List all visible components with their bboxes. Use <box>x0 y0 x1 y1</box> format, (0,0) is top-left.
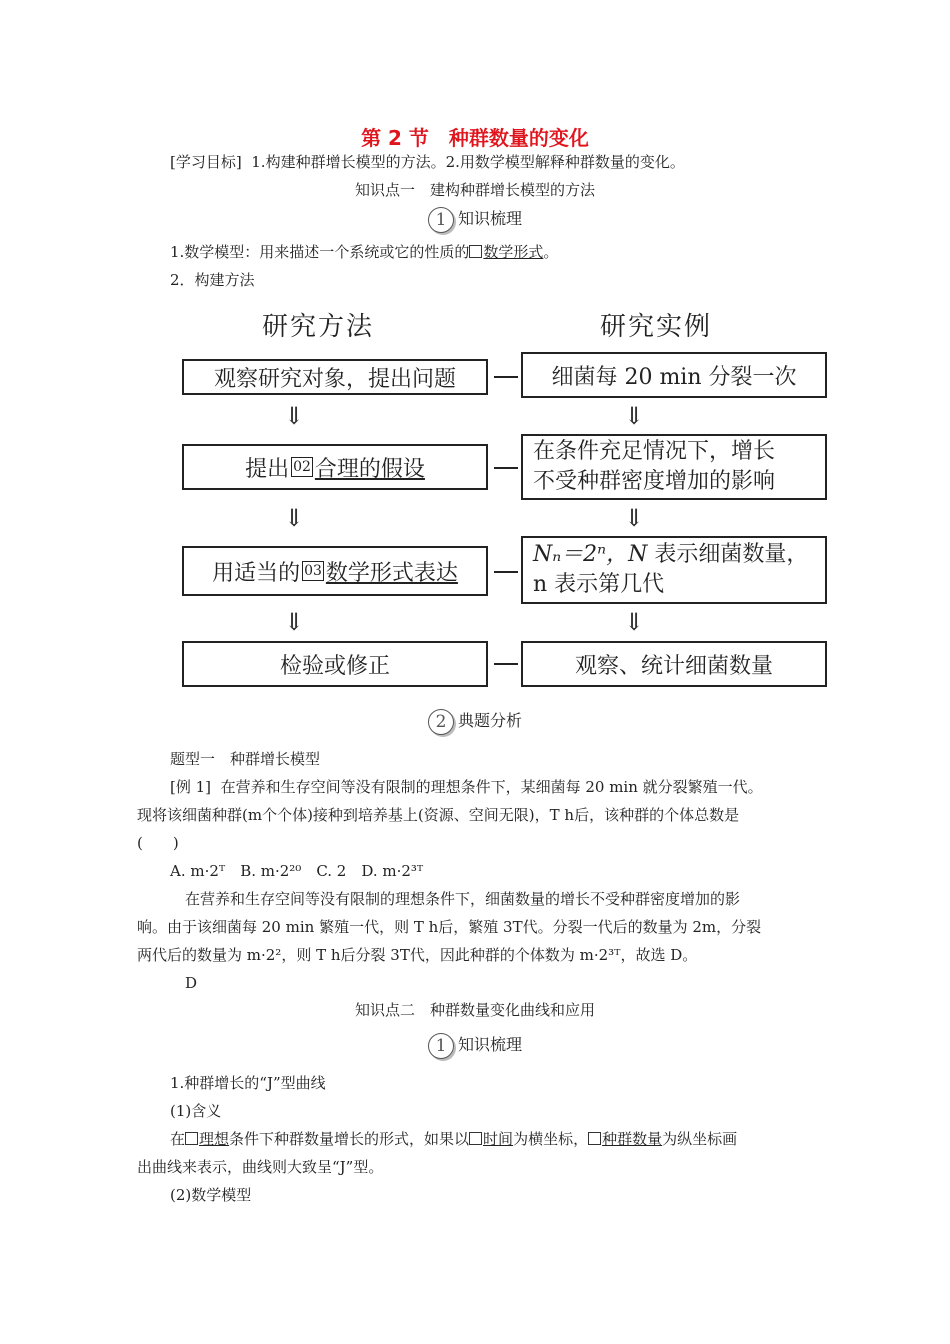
down-double-arrow-icon: ⇓ <box>284 402 305 430</box>
j-curve-meaning-label: (1)含义 <box>170 1102 222 1120</box>
circled-number-1-icon: 1 <box>428 1033 454 1059</box>
flow-example-observe-count: 观察、统计细菌数量 <box>521 641 827 687</box>
answer-blank: 数学形式 <box>483 243 544 261</box>
question-type-heading: 题型一 种群增长模型 <box>170 750 321 768</box>
part-label: 知识梳理 <box>457 1035 522 1054</box>
flowchart-right-title: 研究实例 <box>600 312 713 342</box>
example-stem-line1: [例 1] 在营养和生存空间等没有限制的理想条件下，某细菌每 20 min 就分裂繁殖一代。 <box>170 778 763 796</box>
answer-box-icon <box>185 1132 198 1145</box>
page-title: 第 2 节 种群数量的变化 <box>361 126 589 150</box>
flowchart-left-title: 研究方法 <box>262 312 375 342</box>
flow-example-formula: Nₙ＝2ⁿ，N 表示细菌数量， n 表示第几代 <box>521 536 827 604</box>
blank-number-badge: 03 <box>304 563 322 579</box>
section2-heading: 知识点二 种群数量变化曲线和应用 <box>354 1001 595 1019</box>
j-curve-heading: 1.种群增长的“J”型曲线 <box>170 1074 326 1092</box>
part-label: 知识梳理 <box>457 209 522 228</box>
flow-step-observe: 观察研究对象，提出问题 <box>182 359 488 395</box>
explanation-line3: 两代后的数量为 m·2²，则 T h后分裂 3T代，因此种群的个体数为 m·2³ᵀ，故选 D。 <box>137 946 698 964</box>
j-curve-meaning-text: 在 理想条件下种群数量增长的形式，如果以 时间为横坐标， 种群数量为纵坐标画 <box>170 1130 738 1148</box>
blank-number-badge: 02 <box>293 459 311 475</box>
formula: Nₙ＝2ⁿ，N <box>533 542 648 567</box>
down-double-arrow-icon: ⇓ <box>284 608 305 636</box>
answer-box-icon <box>588 1132 601 1145</box>
down-double-arrow-icon: ⇓ <box>284 504 305 532</box>
section1-heading: 知识点一 建构种群增长模型的方法 <box>354 181 595 199</box>
flow-step-expression: 用适当的 03 数学形式表达 <box>182 546 488 596</box>
learning-objectives <box>170 152 685 172</box>
flow-step-hypothesis: 提出 02 合理的假设 <box>182 444 488 490</box>
connector-dash <box>494 376 518 378</box>
down-double-arrow-icon: ⇓ <box>624 608 645 636</box>
section1-part2-header <box>0 708 950 735</box>
answer-box-icon <box>469 245 482 258</box>
connector-dash <box>494 663 518 665</box>
objectives-text: 1.构建种群增长模型的方法。2.用数学模型解释种群数量的变化。 <box>251 153 685 171</box>
example-options: A. m·2ᵀ B. m·2²⁰ C. 2 D. m·2³ᵀ <box>170 862 424 880</box>
circled-number-1-icon: 1 <box>428 207 454 233</box>
example-stem-line2: 现将该细菌种群(m个个体)接种到培养基上(资源、空间无限)，T h后，该种群的个体总数是 <box>137 806 740 824</box>
connector-dash <box>494 571 518 573</box>
connector-dash <box>494 467 518 469</box>
flow-example-conditions: 在条件充足情况下，增长 不受种群密度增加的影响 <box>521 434 827 500</box>
part-label: 典题分析 <box>457 711 522 730</box>
flow-step-verify: 检验或修正 <box>182 641 488 687</box>
explanation-line1: 在营养和生存空间等没有限制的理想条件下，细菌数量的增长不受种群密度增加的影 <box>185 890 741 908</box>
down-double-arrow-icon: ⇓ <box>624 504 645 532</box>
flow-example-bacteria-split: 细菌每 20 min 分裂一次 <box>521 352 827 398</box>
example-answer: D <box>185 974 198 992</box>
answer-box-icon <box>469 1132 482 1145</box>
circled-number-2-icon: 2 <box>428 709 454 735</box>
section1-part1-header <box>0 206 950 233</box>
example-stem-line3: ( ) <box>137 834 179 852</box>
math-model-label: (2)数学模型 <box>170 1186 252 1204</box>
item-math-model: 1.数学模型：用来描述一个系统或它的性质的 数学形式。 <box>170 243 559 261</box>
section2-part1-header <box>0 1032 950 1059</box>
item-build-method: 2．构建方法 <box>170 271 255 289</box>
objectives-label: [学习目标] <box>170 153 242 171</box>
explanation-line2: 响。由于该细菌每 20 min 繁殖一代，则 T h后，繁殖 3T代。分裂一代后的数量为 2m，分裂 <box>137 918 762 936</box>
down-double-arrow-icon: ⇓ <box>624 402 645 430</box>
j-curve-meaning-line2: 出曲线来表示，曲线则大致呈“J”型。 <box>137 1158 384 1176</box>
